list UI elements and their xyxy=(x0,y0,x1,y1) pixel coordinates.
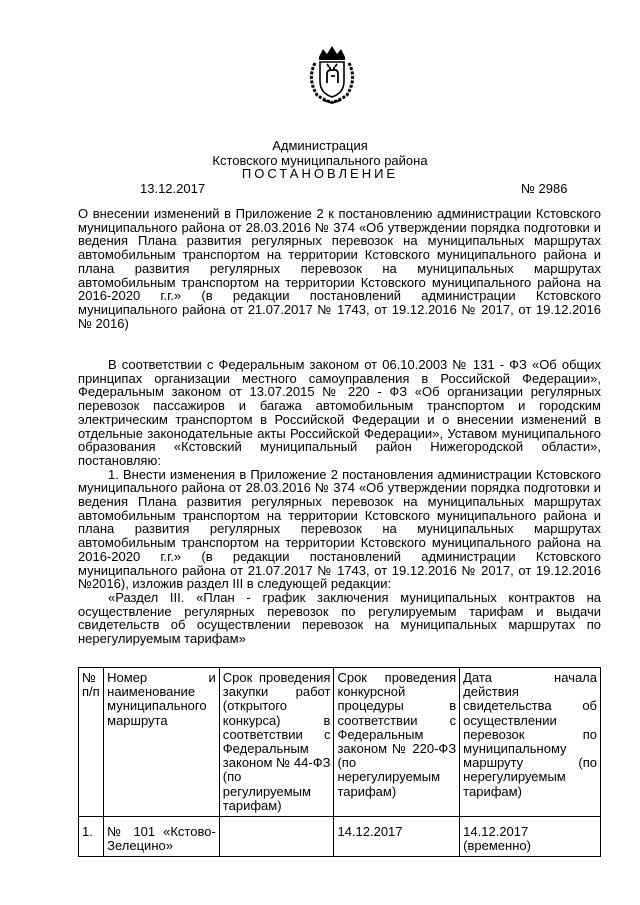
clause-1-paragraph: 1. Внести изменения в Приложение 2 постановления администрации Кстовского муниципального района от 28.03.2016 № 374 «Об утверждении порядка подготовки и ведения Плана развития регулярных перевозок на муниципальных маршрутах автомобильным транспортом на территории Кстовского муниципального района и плана развития регулярных перевозок на муниципальных маршрутах автомобильным транспортом на территории Кстовского муниципального района на 2016-2020 г.г.» (в редакции постановлений администрации Кстовского муниципального района от 21.07.2017 № 1743, от 19.12.2016 № 2017, от 19.12.2016 №2016), изложив раздел III в следующей редакции: xyxy=(78,466,601,592)
row-cell-certificate: 14.12.2017 (временно) xyxy=(460,817,601,857)
header-cell-route: Номер и наименование муниципального маршрута xyxy=(104,668,220,817)
row-cell-route: № 101 «Кстово-Зелецино» xyxy=(104,817,220,857)
district-name: Кстовского муниципального района xyxy=(212,153,428,168)
document-title: О внесении изменений в Приложение 2 к постановлению администрации Кстовского муниципального района от 28.03.2016 № 374 «Об утверждении порядка подготовки и ведения Плана развития регулярных перевозок на муниципальных маршрутах автомобильным транспортом на территории Кстовского муниципального района и плана развития регулярных перевозок на муниципальных маршрутах автомобильным транспортом на территории Кстовского муниципального района на 2016-2020 г.г.» (в редакции постановлений администрации Кстовского муниципального района от 21.07.2017 № 1743, от 19.12.2016 № 2017, от 19.12.2016 № 2016) xyxy=(78,206,601,331)
row-cell-44fz xyxy=(219,817,334,857)
header-cell-44fz: Срок проведения закупки работ (открытого конкурса) в соответствии с Федеральным законом № 44-ФЗ (по регулируемым тарифам) xyxy=(219,668,334,817)
row-cell-number: 1. xyxy=(79,817,104,857)
section-3-heading: «Раздел III. «План - график заключения муниципальных контрактов на осуществление регулярных перевозок по регулируемым тарифам и выдачи свидетельств об осуществлении перевозок на муниципальных маршрутах по нерегулируемым тарифам» xyxy=(78,589,601,647)
header-cell-number: № п/п xyxy=(79,668,104,817)
document-number: № 2986 xyxy=(521,181,568,196)
header-cell-220fz: Срок проведения конкурсной процедуры в соответствии с Федеральным законом № 220-ФЗ (по нерегулируемым тарифам) xyxy=(334,668,460,817)
row-cell-220fz: 14.12.2017 xyxy=(334,817,460,857)
header-cell-certificate: Дата начала действия свидетельства об осуществлении перевозок по муниципальному маршруту (по нерегулируемым тарифам) xyxy=(460,668,601,817)
table-header-row xyxy=(79,668,601,817)
document-date: 13.12.2017 xyxy=(140,181,206,196)
preamble-paragraph: В соответствии с Федеральным законом от 06.10.2003 № 131 - ФЗ «Об общих принципах организации местного самоуправления в Российской Федерации», Федеральным законом от 13.07.2015 № 220 - ФЗ «Об организации регулярных перевозок пассажиров и багажа автомобильным транспортом и городским электрическим транспортом в Российской Федерации и о внесении изменений в отдельные законодательные акты Российской Федерации», Уставом муниципального образования «Кстовский муниципальный район Нижегородской области», постановляю: xyxy=(78,357,601,468)
table-row xyxy=(79,817,601,857)
document-type: ПОСТАНОВЛЕНИЕ xyxy=(241,166,399,181)
coat-of-arms-icon xyxy=(301,43,363,105)
document-body xyxy=(78,358,601,646)
route-schedule-table xyxy=(78,667,601,857)
administration-label: Администрация xyxy=(272,138,368,153)
